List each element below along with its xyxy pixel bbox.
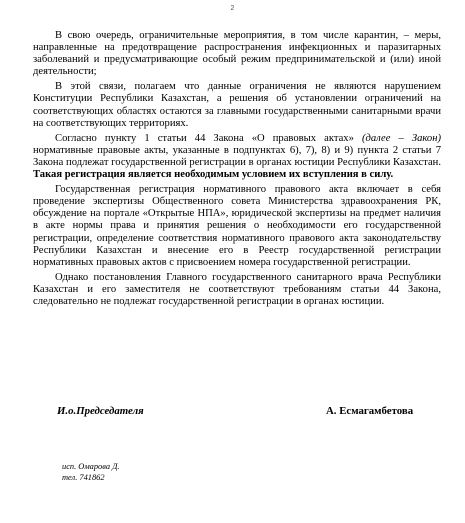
signatory-position: И.о.Председателя <box>57 405 144 417</box>
paragraph-registration-procedure: Государственная регистрация нормативного правового акта включает в себя проведение экспертизы Общественного совета Министерства здравоохранения РК, обсуждение на портале «Открытые НПА», юридической экспертизы на предмет наличия в акте нормы права и принятия решения о необходимости его государственной регистрации, определение соответствия нормативного правового акта законодательству Республики Казахстан и внесение его в Реестр государственной регистрации нормативных правовых актов с присвоением номера государственной регистрации. <box>33 184 441 268</box>
signatory-name: А. Есмагамбетова <box>326 405 414 417</box>
law-text-part2: нормативные правовые акты, указанные в подпунктах 6), 7), 8) и 9) пункта 2 статьи 7 Закона подлежат государственной регистрации в органах юстиции Республики Казахстан. <box>33 144 441 168</box>
paragraph-quarantine: В свою очередь, ограничительные мероприятия, в том числе карантин, – меры, направленные на предотвращение распространения инфекционных и паразитарных заболеваний и предусматривающие особый режим предпринимательской и (или) иной деятельности; <box>33 30 441 78</box>
executor-info <box>62 461 120 483</box>
law-abbreviation: (далее – Закон) <box>361 132 441 144</box>
executor-name: исп. Омарова Д. <box>62 462 120 471</box>
page-number: 2 <box>230 5 235 12</box>
paragraph-constitution: В этой связи, полагаем что данные ограничения не являются нарушением Конституции Республики Казахстан, а решения об установлении ограничений на соответствующих областях остаются за главными государственными санитарными врачи на соответствующих территориях. <box>33 81 441 129</box>
paragraph-law-article-44 <box>33 133 441 181</box>
paragraph-conclusion: Однако постановления Главного государственного санитарного врача Республики Казахстан и его заместителя не соответствуют требованиям статьи 44 Закона, следовательно не подлежат государственной регистрации в органах юстиции. <box>33 271 441 307</box>
law-text-part1: Согласно пункту 1 статьи 44 Закона «О правовых актах» <box>55 132 362 144</box>
executor-phone: тел. 741862 <box>62 473 105 482</box>
letter-body <box>33 30 441 308</box>
law-emphasis: Такая регистрация является необходимым условием их вступления в силу. <box>33 169 394 181</box>
